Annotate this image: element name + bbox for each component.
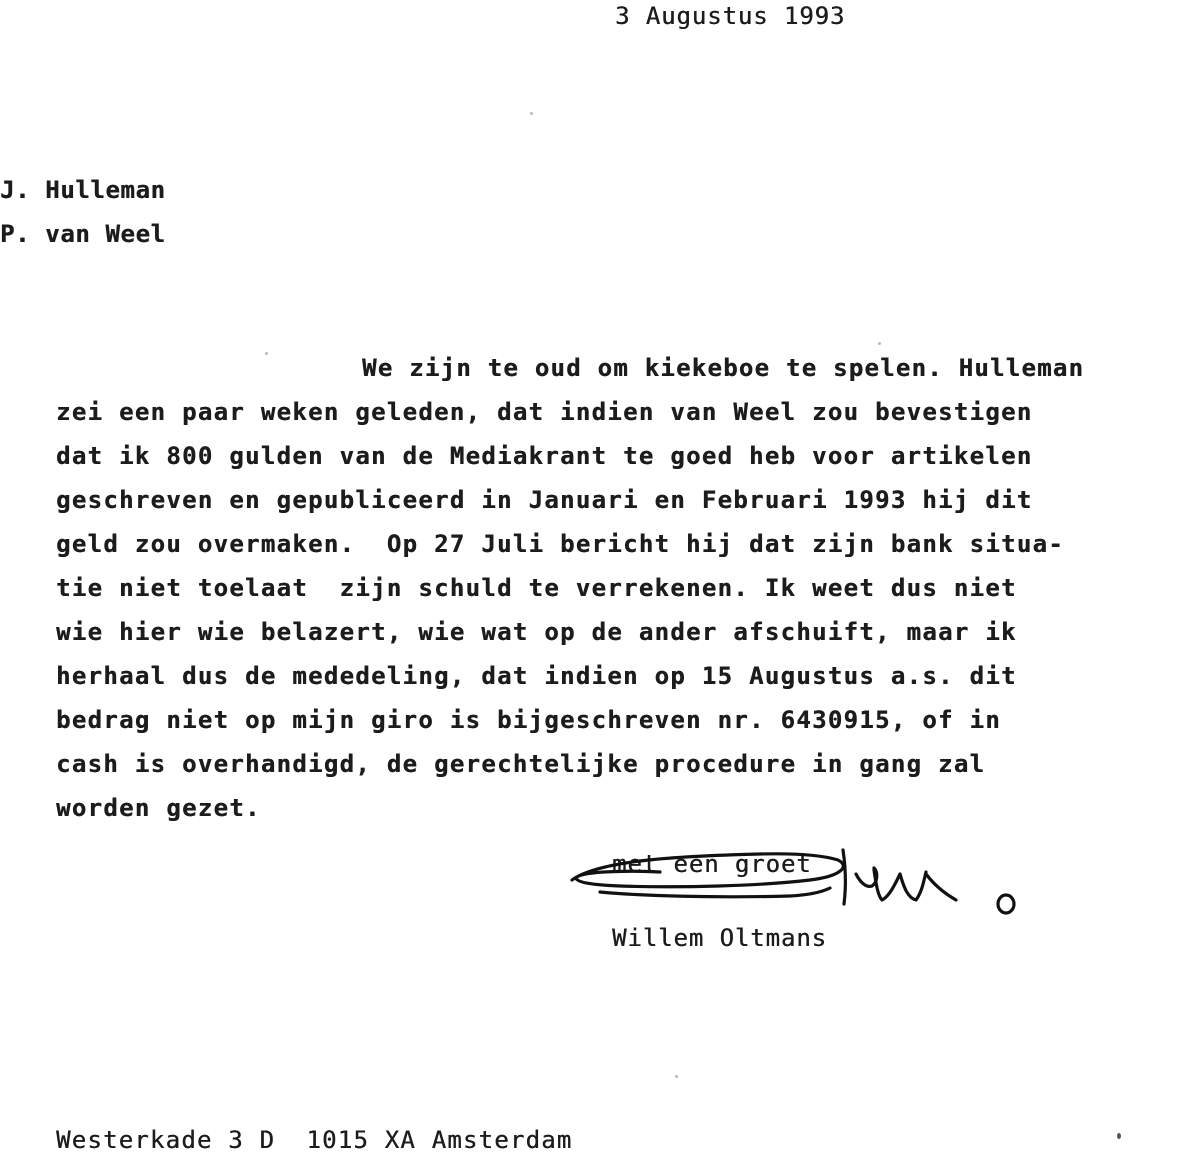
recipient-1: J. Hulleman xyxy=(0,176,166,204)
handwritten-signature xyxy=(560,830,1040,930)
body-line: wie hier wie belazert, wie wat op de ander afschuift, maar ik xyxy=(56,618,1017,646)
body-line: cash is overhandigd, de gerechtelijke procedure in gang zal xyxy=(56,750,986,778)
recipient-2: P. van Weel xyxy=(0,220,166,248)
body-line: zei een paar weken geleden, dat indien van Weel zou bevestigen xyxy=(56,398,1033,426)
body-line: dat ik 800 gulden van de Mediakrant te goed heb voor artikelen xyxy=(56,442,1033,470)
body-line: geschreven en gepubliceerd in Januari en Februari 1993 hij dit xyxy=(56,486,1033,514)
body-line: worden gezet. xyxy=(56,794,261,822)
scan-speck xyxy=(265,352,268,355)
scan-speck xyxy=(675,1075,678,1078)
body-line: bedrag niet op mijn giro is bijgeschreven nr. 6430915, of in xyxy=(56,706,1001,734)
body-line: We zijn te oud om kiekeboe te spelen. Hulleman xyxy=(362,354,1085,382)
closing-text: met een groet xyxy=(612,850,812,878)
body-line: geld zou overmaken. Op 27 Juli bericht hij dat zijn bank situa- xyxy=(56,530,1064,558)
body-line: tie niet toelaat zijn schuld te verrekenen. Ik weet dus niet xyxy=(56,574,1017,602)
scan-speck xyxy=(1117,1133,1121,1139)
body-line: herhaal dus de mededeling, dat indien op 15 Augustus a.s. dit xyxy=(56,662,1017,690)
scan-speck xyxy=(530,112,533,115)
letter-date: 3 Augustus 1993 xyxy=(615,2,846,30)
footer-address: Westerkade 3 D 1015 XA Amsterdam xyxy=(56,1126,573,1154)
scan-speck xyxy=(878,342,881,345)
signature-name: Willem Oltmans xyxy=(612,924,827,952)
